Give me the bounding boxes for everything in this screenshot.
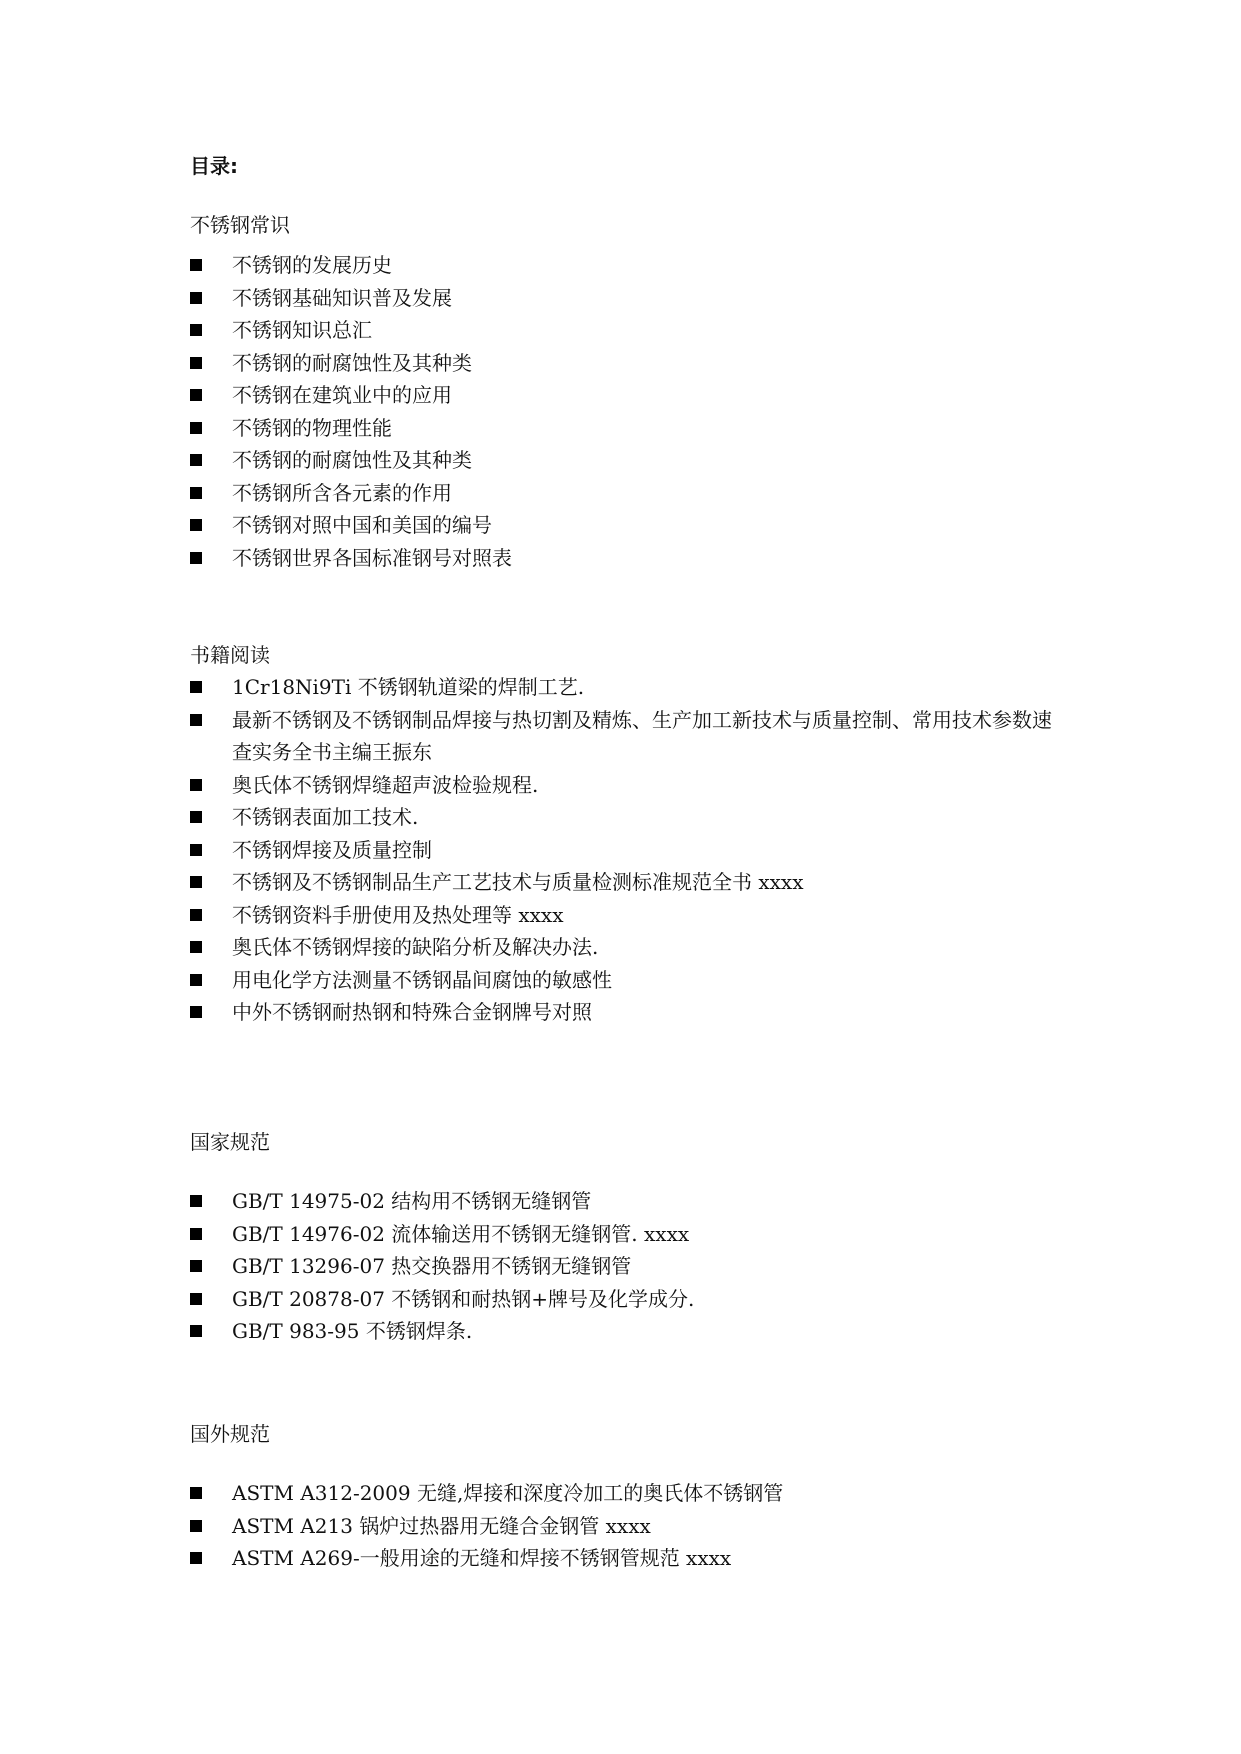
list-item[interactable]: 1Cr18Ni9Ti 不锈钢轨道梁的焊制工艺. bbox=[190, 671, 1070, 704]
list-book-reading bbox=[190, 671, 1070, 1029]
square-bullet-icon bbox=[190, 811, 202, 823]
list-item[interactable]: GB/T 14976-02 流体输送用不锈钢无缝钢管. xxxx bbox=[190, 1218, 1070, 1251]
list-item[interactable]: 不锈钢的物理性能 bbox=[190, 412, 1070, 445]
square-bullet-icon bbox=[190, 681, 202, 693]
square-bullet-icon bbox=[190, 1195, 202, 1207]
section-heading-book-reading: 书籍阅读 bbox=[190, 643, 270, 667]
list-item[interactable]: 最新不锈钢及不锈钢制品焊接与热切割及精炼、生产加工新技术与质量控制、常用技术参数速查实务全书主编王振东 bbox=[190, 704, 1070, 769]
square-bullet-icon bbox=[190, 1228, 202, 1240]
list-item[interactable]: ASTM A269-一般用途的无缝和焊接不锈钢管规范 xxxx bbox=[190, 1542, 1070, 1575]
square-bullet-icon bbox=[190, 1293, 202, 1305]
square-bullet-icon bbox=[190, 1487, 202, 1499]
list-item[interactable]: 不锈钢在建筑业中的应用 bbox=[190, 379, 1070, 412]
square-bullet-icon bbox=[190, 519, 202, 531]
list-item[interactable]: 不锈钢基础知识普及发展 bbox=[190, 282, 1070, 315]
square-bullet-icon bbox=[190, 292, 202, 304]
square-bullet-icon bbox=[190, 779, 202, 791]
square-bullet-icon bbox=[190, 1006, 202, 1018]
list-item[interactable]: 不锈钢资料手册使用及热处理等 xxxx bbox=[190, 899, 1070, 932]
list-item[interactable]: ASTM A213 锅炉过热器用无缝合金钢管 xxxx bbox=[190, 1510, 1070, 1543]
list-item[interactable]: 不锈钢世界各国标准钢号对照表 bbox=[190, 542, 1070, 575]
list-item[interactable]: 不锈钢对照中国和美国的编号 bbox=[190, 509, 1070, 542]
toc-title: 目录: bbox=[190, 154, 238, 178]
square-bullet-icon bbox=[190, 454, 202, 466]
list-item[interactable]: 中外不锈钢耐热钢和特殊合金钢牌号对照 bbox=[190, 996, 1070, 1029]
list-item[interactable]: 不锈钢所含各元素的作用 bbox=[190, 477, 1070, 510]
square-bullet-icon bbox=[190, 844, 202, 856]
square-bullet-icon bbox=[190, 909, 202, 921]
square-bullet-icon bbox=[190, 941, 202, 953]
list-item[interactable]: 不锈钢的耐腐蚀性及其种类 bbox=[190, 444, 1070, 477]
list-item[interactable]: 奥氏体不锈钢焊接的缺陷分析及解决办法. bbox=[190, 931, 1070, 964]
list-stainless-basics bbox=[190, 249, 1070, 574]
list-item[interactable]: GB/T 20878-07 不锈钢和耐热钢+牌号及化学成分. bbox=[190, 1283, 1070, 1316]
list-item[interactable]: GB/T 13296-07 热交换器用不锈钢无缝钢管 bbox=[190, 1250, 1070, 1283]
list-item[interactable]: 不锈钢的耐腐蚀性及其种类 bbox=[190, 347, 1070, 380]
list-item[interactable]: GB/T 14975-02 结构用不锈钢无缝钢管 bbox=[190, 1185, 1070, 1218]
list-national-standards bbox=[190, 1185, 1070, 1348]
list-item[interactable]: 不锈钢表面加工技术. bbox=[190, 801, 1070, 834]
list-item[interactable]: ASTM A312-2009 无缝,焊接和深度冷加工的奥氏体不锈钢管 bbox=[190, 1477, 1070, 1510]
square-bullet-icon bbox=[190, 487, 202, 499]
list-item[interactable]: 不锈钢焊接及质量控制 bbox=[190, 834, 1070, 867]
square-bullet-icon bbox=[190, 1260, 202, 1272]
section-heading-national-standards: 国家规范 bbox=[190, 1130, 270, 1154]
square-bullet-icon bbox=[190, 1552, 202, 1564]
list-foreign-standards bbox=[190, 1477, 1070, 1575]
square-bullet-icon bbox=[190, 324, 202, 336]
list-item[interactable]: GB/T 983-95 不锈钢焊条. bbox=[190, 1315, 1070, 1348]
square-bullet-icon bbox=[190, 1520, 202, 1532]
list-item[interactable]: 用电化学方法测量不锈钢晶间腐蚀的敏感性 bbox=[190, 964, 1070, 997]
square-bullet-icon bbox=[190, 357, 202, 369]
square-bullet-icon bbox=[190, 552, 202, 564]
square-bullet-icon bbox=[190, 1325, 202, 1337]
square-bullet-icon bbox=[190, 714, 202, 726]
list-item[interactable]: 奥氏体不锈钢焊缝超声波检验规程. bbox=[190, 769, 1070, 802]
square-bullet-icon bbox=[190, 259, 202, 271]
square-bullet-icon bbox=[190, 422, 202, 434]
list-item[interactable]: 不锈钢的发展历史 bbox=[190, 249, 1070, 282]
square-bullet-icon bbox=[190, 389, 202, 401]
square-bullet-icon bbox=[190, 974, 202, 986]
section-heading-stainless-basics: 不锈钢常识 bbox=[190, 213, 290, 237]
section-heading-foreign-standards: 国外规范 bbox=[190, 1422, 270, 1446]
square-bullet-icon bbox=[190, 876, 202, 888]
list-item[interactable]: 不锈钢及不锈钢制品生产工艺技术与质量检测标准规范全书 xxxx bbox=[190, 866, 1070, 899]
list-item[interactable]: 不锈钢知识总汇 bbox=[190, 314, 1070, 347]
